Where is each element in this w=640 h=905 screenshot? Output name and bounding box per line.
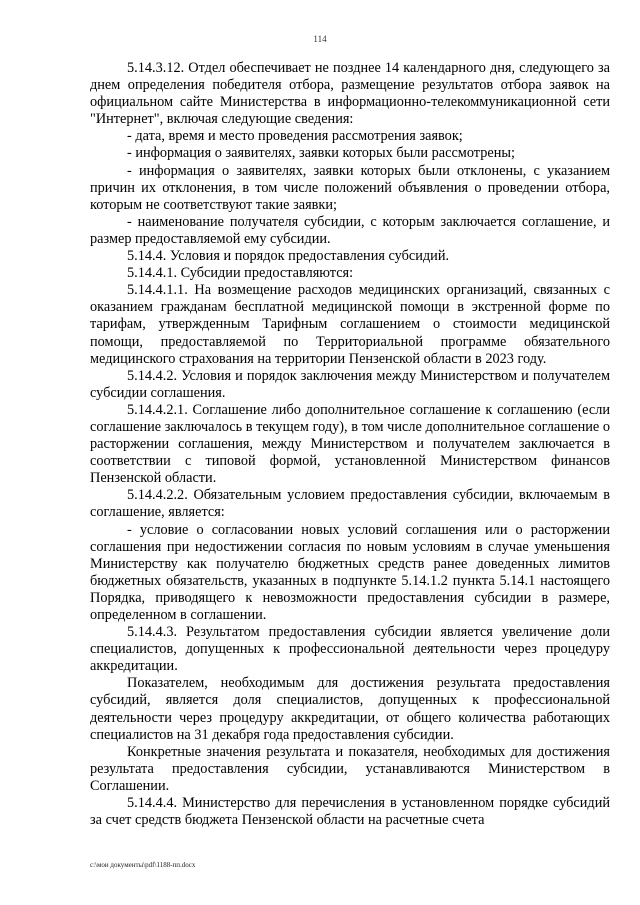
paragraph: 5.14.3.12. Отдел обеспечивает не позднее 14 календарного дня, следующего за днем определения победителя отбора, размещение результатов отбора заявок на официальном сайте Министерства в информационно-телекоммуникационной сети "Интернет", включая следующие сведения: <box>90 60 610 128</box>
paragraph: - информация о заявителях, заявки которых были отклонены, с указанием причин их отклонения, в том числе положений объявления о проведении отбора, которым не соответствуют такие заявки; <box>90 162 610 213</box>
paragraph: 5.14.4.2.1. Соглашение либо дополнительное соглашение к соглашению (если соглашение заключалось в текущем году), в том числе дополнительное соглашение о расторжении соглашения, между Министерством и получателем заключается в соответствии с типовой формой, установленной Министерством финансов Пензенской области. <box>90 401 610 487</box>
paragraph: 5.14.4.2.2. Обязательным условием предоставления субсидии, включаемым в соглашение, является: <box>90 487 610 521</box>
paragraph: Конкретные значения результата и показателя, необходимых для достижения результата предоставления субсидии, устанавливаются Министерством в Соглашении. <box>90 743 610 794</box>
paragraph: Показателем, необходимым для достижения результата предоставления субсидий, является доля специалистов, допущенных к профессиональной деятельности через процедуру аккредитации, от общего количества работающих специалистов на 31 декабря года предоставления субсидии. <box>90 675 610 743</box>
paragraph: 5.14.4.4. Министерство для перечисления в установленном порядке субсидий за счет средств бюджета Пензенской области на расчетные счета <box>90 795 610 829</box>
paragraph: 5.14.4.1. Субсидии предоставляются: <box>127 265 354 282</box>
document-body <box>90 60 610 829</box>
paragraph: - условие о согласовании новых условий соглашения или о расторжении соглашения при недостижении согласия по новым условиям в случае уменьшения Министерству как получателю бюджетных средств ранее доведенных лимитов бюджетных обязательств, указанных в подпункте 5.14.1.2 пункта 5.14.1 настоящего Порядка, приводящего к невозможности предоставления субсидии в размере, определенном в соглашении. <box>90 521 610 623</box>
paragraph: - информация о заявителях, заявки которых были рассмотрены; <box>127 145 515 162</box>
paragraph: 5.14.4.3. Результатом предоставления субсидии является увеличение доли специалистов, допущенных к профессиональной деятельности через процедуру аккредитации. <box>90 624 610 675</box>
paragraph: 5.14.4. Условия и порядок предоставления субсидий. <box>127 248 450 265</box>
paragraph: 5.14.4.1.1. На возмещение расходов медицинских организаций, связанных с оказанием гражданам бесплатной медицинской помощи в экстренной форме по тарифам, утвержденным Тарифным соглашением о стоимости медицинской помощи, предоставляемой по Территориальной программе обязательного медицинского страхования на территории Пензенской области в 2023 году. <box>90 282 610 367</box>
paragraph: 5.14.4.2. Условия и порядок заключения между Министерством и получателем субсидии соглашения. <box>90 367 610 401</box>
paragraph: - наименование получателя субсидии, с которым заключается соглашение, и размер предоставляемой ему субсидии. <box>90 213 610 247</box>
paragraph: - дата, время и место проведения рассмотрения заявок; <box>127 128 463 145</box>
footer-file-path: c:\мои документы\pdf\1188-пп.docx <box>90 861 196 869</box>
page-number: 114 <box>313 34 327 44</box>
